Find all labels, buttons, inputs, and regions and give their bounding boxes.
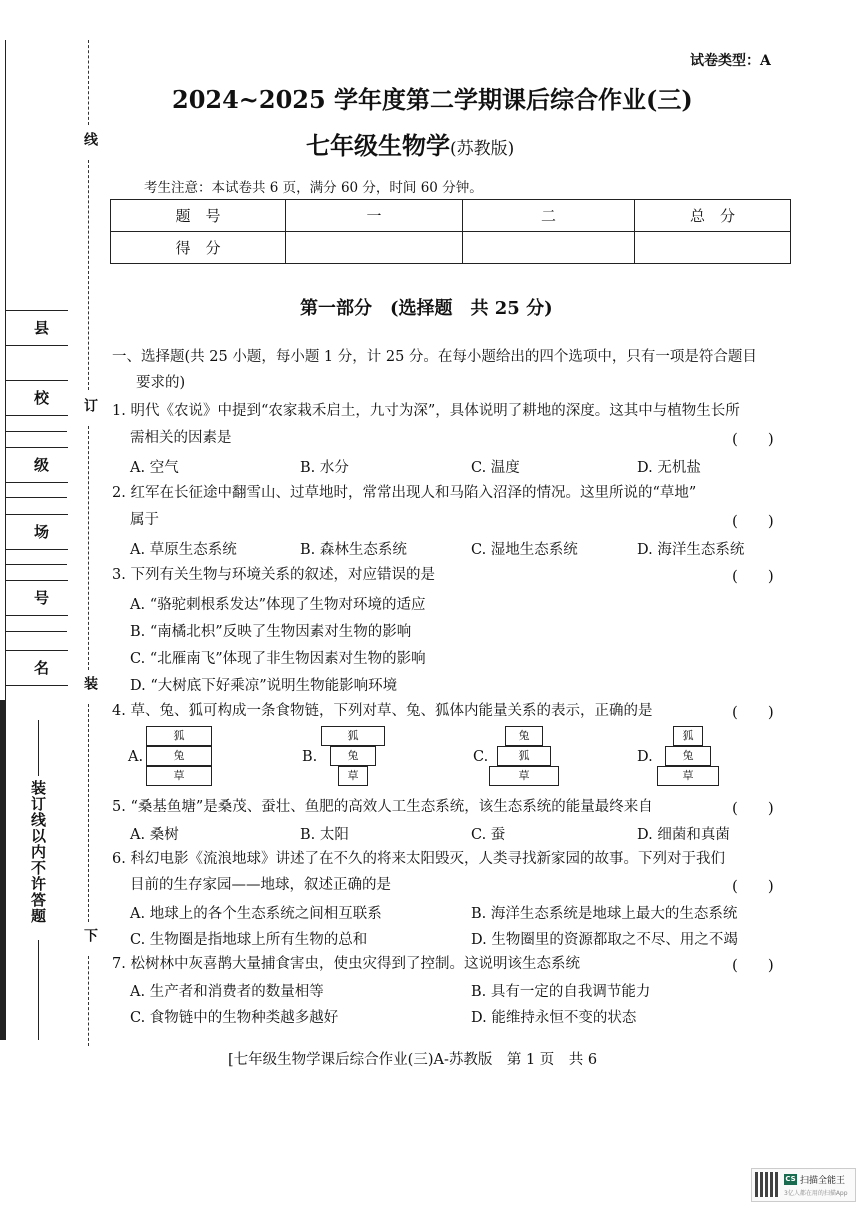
exam-type: 试卷类型：A: [690, 53, 771, 69]
subject-title: [306, 126, 514, 161]
q5-option-c: C. 蚕: [471, 827, 506, 843]
line-mark: 线: [82, 132, 98, 146]
q4-option-b-letter: B.: [302, 749, 318, 765]
exam-title: 2024~2025 学年度第二学期课后综合作业(三): [172, 85, 693, 114]
q5-answer-blank: ( ): [732, 799, 774, 817]
q5-stem: 5. “桑基鱼塘”是桑茂、蚕壮、鱼肥的高效人工生态系统，该生态系统的能量最终来自: [112, 799, 653, 815]
q2-option-d: D. 海洋生态系统: [637, 542, 745, 558]
q3-option-c: C. “北雁南飞”体现了非生物因素对生物的影响: [130, 651, 426, 667]
q4-b-fox-box: 狐: [321, 726, 385, 746]
school-field: [5, 380, 68, 416]
score-header-total: 总 分: [635, 200, 791, 232]
q3-stem: 3. 下列有关生物与环境关系的叙述，对应错误的是: [112, 567, 435, 583]
q6-stem-line2: 目前的生存家园——地球，叙述正确的是: [130, 877, 391, 893]
seat-number-label: 号: [34, 589, 50, 607]
subject-edition: (苏教版): [450, 139, 515, 159]
q4-option-d-letter: D.: [637, 749, 653, 765]
scanner-app-name: 扫描全能王: [800, 1176, 846, 1186]
q4-option-c-letter: C.: [473, 749, 489, 765]
q7-option-b: B. 具有一定的自我调节能力: [471, 984, 651, 1000]
name-label: 名: [34, 659, 50, 677]
order-mark: 订: [82, 398, 98, 412]
q4-c-rabbit-box: 兔: [505, 726, 543, 746]
bind-mark: 装: [82, 676, 98, 690]
cut-line-3: [88, 426, 89, 670]
exam-room-field: [5, 514, 68, 550]
q5-option-a: A. 桑树: [130, 827, 179, 843]
q7-option-c: C. 食物链中的生物种类越多越好: [130, 1010, 339, 1026]
score-cell-part1: [286, 232, 463, 264]
q1-stem-line1: 1. 明代《农说》中提到“农家栽禾启土，九寸为深”，具体说明了耕地的深度。这其中与植物生长所: [112, 403, 740, 419]
q2-stem-line2: 属于: [130, 512, 159, 528]
q7-option-a: A. 生产者和消费者的数量相等: [130, 984, 324, 1000]
q6-option-a: A. 地球上的各个生态系统之间相互联系: [130, 906, 382, 922]
county-field: [5, 310, 68, 346]
q4-stem: 4. 草、兔、狐可构成一条食物链，下列对草、兔、狐体内能量关系的表示，正确的是: [112, 703, 653, 719]
cut-line-1: [88, 40, 89, 125]
q7-option-d: D. 能维持永恒不变的状态: [471, 1010, 637, 1026]
score-cell-part2: [463, 232, 635, 264]
q4-a-fox-box: 狐: [146, 726, 212, 746]
q3-option-d: D. “大树底下好乘凉”说明生物能影响环境: [130, 678, 398, 694]
score-header-part2: 二: [463, 200, 635, 232]
q4-c-fox-box: 狐: [497, 746, 551, 766]
section-title: 第一部分 (选择题 共 25 分): [300, 298, 553, 319]
q2-answer-blank: ( ): [732, 512, 774, 530]
q2-stem-line1: 2. 红军在长征途中翻雪山、过草地时，常常出现人和马陷入沼泽的情况。这里所说的“草地”: [112, 485, 697, 501]
q1-option-c: C. 温度: [471, 460, 520, 476]
seat-number-field: [5, 580, 68, 616]
score-header-question: 题 号: [111, 200, 286, 232]
instructions-line1: 一、选择题(共 25 小题，每小题 1 分，计 25 分。在每小题给出的四个选项中，只有一项是符合题目: [112, 349, 757, 365]
q4-b-grass-box: 草: [338, 766, 368, 786]
q2-option-b: B. 森林生态系统: [300, 542, 407, 558]
exam-notice: 考生注意：本试卷共 6 页，满分 60 分，时间 60 分钟。: [144, 180, 483, 196]
q6-option-b: B. 海洋生态系统是地球上最大的生态系统: [471, 906, 738, 922]
q4-c-grass-box: 草: [489, 766, 559, 786]
warning-line-bottom: [38, 940, 39, 1040]
q4-d-grass-box: 草: [657, 766, 719, 786]
warning-line-top: [38, 720, 39, 776]
q4-a-rabbit-box: 兔: [146, 746, 212, 766]
score-row-label: 得 分: [111, 232, 286, 264]
scanner-badge: [751, 1168, 856, 1202]
binding-warning-text: 装订线以内不许答题: [29, 780, 47, 924]
class-label: 级: [34, 456, 50, 474]
q3-option-a: A. “骆驼刺根系发达”体现了生物对环境的适应: [130, 597, 426, 613]
cut-line-4: [88, 704, 89, 922]
q6-answer-blank: ( ): [732, 877, 774, 895]
q1-option-a: A. 空气: [130, 460, 179, 476]
q3-answer-blank: ( ): [732, 567, 774, 585]
scanner-tagline: 3亿人都在用的扫描App: [784, 1190, 848, 1197]
county-label: 县: [34, 319, 50, 337]
q3-option-b: B. “南橘北枳”反映了生物因素对生物的影响: [130, 624, 412, 640]
q4-answer-blank: ( ): [732, 703, 774, 721]
scanner-logo-icon: CS: [785, 1175, 796, 1183]
q5-option-b: B. 太阳: [300, 827, 349, 843]
q6-option-c: C. 生物圈是指地球上所有生物的总和: [130, 932, 368, 948]
binding-strip: [0, 0, 100, 1060]
q2-option-c: C. 湿地生态系统: [471, 542, 578, 558]
instructions-line2: 要求的): [136, 375, 186, 391]
school-label: 校: [34, 389, 50, 407]
q1-stem-line2: 需相关的因素是: [130, 430, 232, 446]
cut-line-2: [88, 160, 89, 390]
q4-option-a-letter: A.: [128, 749, 144, 765]
q7-answer-blank: ( ): [732, 956, 774, 974]
cut-line-5: [88, 956, 89, 1046]
q1-option-b: B. 水分: [300, 460, 349, 476]
subject-name: 七年级生物学: [306, 132, 450, 160]
q4-d-fox-box: 狐: [673, 726, 703, 746]
q4-b-rabbit-box: 兔: [330, 746, 376, 766]
q7-stem: 7. 松树林中灰喜鹊大量捕食害虫，使虫灾得到了控制。这说明该生态系统: [112, 956, 580, 972]
binding-black-bar: [0, 700, 6, 1040]
q5-option-d: D. 细菌和真菌: [637, 827, 730, 843]
score-header-part1: 一: [286, 200, 463, 232]
q1-answer-blank: ( ): [732, 430, 774, 448]
q1-option-d: D. 无机盐: [637, 460, 701, 476]
score-table: [110, 199, 791, 264]
q2-option-a: A. 草原生态系统: [130, 542, 237, 558]
q6-option-d: D. 生物圈里的资源都取之不尽、用之不竭: [471, 932, 738, 948]
below-mark: 下: [82, 928, 98, 942]
q4-d-rabbit-box: 兔: [665, 746, 711, 766]
q6-stem-line1: 6. 科幻电影《流浪地球》讲述了在不久的将来太阳毁灭，人类寻找新家园的故事。下列对于我们: [112, 851, 725, 867]
score-cell-total: [635, 232, 791, 264]
page-footer: [七年级生物学课后综合作业(三)A-苏教版 第 1 页 共 6: [228, 1052, 598, 1068]
q4-a-grass-box: 草: [146, 766, 212, 786]
class-field: [5, 447, 68, 483]
exam-room-label: 场: [34, 523, 50, 541]
qr-code-icon: [755, 1172, 780, 1197]
name-field: [5, 650, 68, 686]
